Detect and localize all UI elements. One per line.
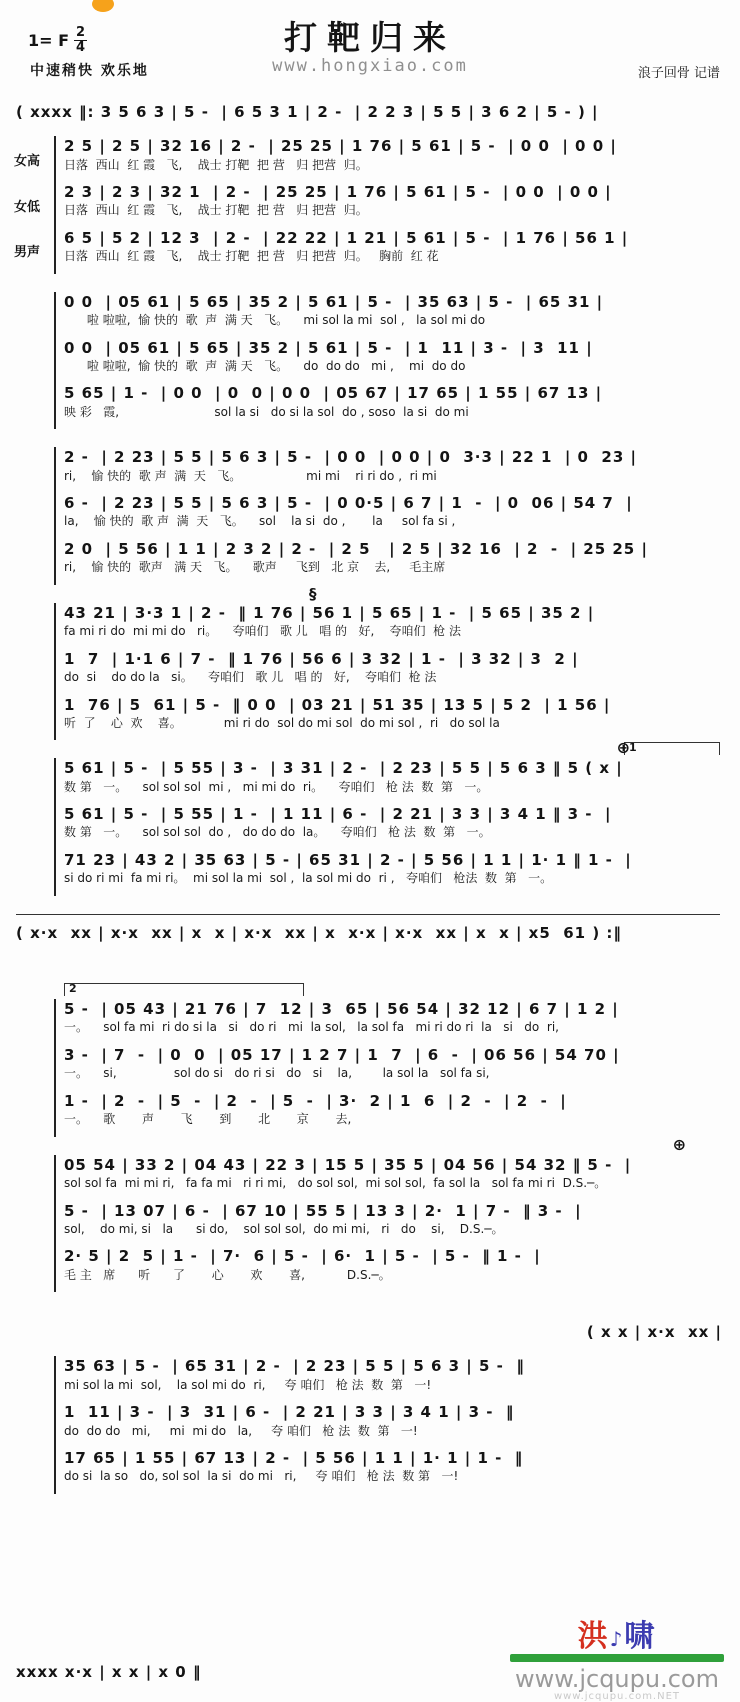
system-bracket xyxy=(54,447,56,585)
intro-notation-line: ( xxxx ‖: 3 5 6 3 | 5 - | 6 5 3 1 | 2 - | 2 2 3 | 5 5 | 3 6 2 | 5 - ) | xyxy=(16,103,599,121)
voice-line xyxy=(64,182,726,219)
voice-labels xyxy=(14,136,54,274)
notation-line: 3 - | 7 - | 0 0 | 05 17 | 1 2 7 | 1 7 | 6 - | 06 56 | 54 70 | xyxy=(64,1046,620,1064)
lyrics-line: 日落 西山 红 霞 飞, 战士 打靶 把 营 归 把营 归。 胸前 红 花 xyxy=(64,249,439,264)
voice-line xyxy=(64,1356,726,1393)
voice-line xyxy=(64,539,726,576)
system-1 xyxy=(14,136,726,274)
notation-line: 2 0 | 5 56 | 1 1 | 2 3 2 | 2 - | 2 5 | 2 5 | 32 16 | 2 - | 25 25 | xyxy=(64,540,648,558)
notation-line: 43 21 | 3·3 1 | 2 - ‖ 1 76 | 56 1 | 5 65 | 1 - | 5 65 | 35 2 | xyxy=(64,603,595,622)
site-watermark: www.hongxiao.com xyxy=(272,56,468,76)
voice-line xyxy=(64,338,726,375)
voice-line xyxy=(64,493,726,530)
ghost-watermark: www.jcqupu.com.NET xyxy=(553,1691,681,1702)
voice-line xyxy=(64,804,726,841)
system-bracket xyxy=(54,136,56,274)
lyrics-line: 映 彩 霞, sol la si do si la sol do , soso la si do mi xyxy=(64,404,469,419)
system-bracket xyxy=(54,1356,56,1494)
lyrics-line: si do ri mi fa mi ri。 mi sol la mi sol , la sol mi do ri , 夸咱们 枪法 数 第 一。 xyxy=(64,871,553,886)
notation-line: 5 61 | 5 - | 5 55 | 3 - | 3 31 | 2 - | 2 23 | 5 5 | 5 6 3 ‖ 5 ( x | xyxy=(64,759,623,778)
lyrics-line: 啦 啦啦, 愉 快的 歌 声 满 天 飞。 mi sol la mi sol , la sol mi do xyxy=(64,313,486,328)
voice-line xyxy=(64,1201,726,1238)
notation-line: 2 3 | 2 3 | 32 1 | 2 - | 25 25 | 1 76 | 5 61 | 5 - | 0 0 | 0 0 | xyxy=(64,183,612,202)
voice-line xyxy=(64,999,726,1036)
logo-char-blue: 啸 xyxy=(624,1619,657,1654)
music-note-icon: ♪ xyxy=(609,1627,625,1651)
lyrics-line: 毛 主 席 听 了 心 欢 喜, D.S.─。 xyxy=(64,1267,391,1282)
lyrics-line: 啦 啦啦, 愉 快的 歌 声 满 天 飞。 do do do mi , mi do do xyxy=(64,358,466,373)
lyrics-line: do si do do la si。 夸咱们 歌 儿 唱 的 好, 夸咱们 枪 法 xyxy=(64,669,437,684)
notation-line: 1 - | 2 - | 5 - | 2 - | 5 - | 3· 2 | 1 6 | 2 - | 2 - | xyxy=(64,1091,567,1110)
voice-line xyxy=(64,850,726,887)
voice-line xyxy=(64,1402,726,1439)
page-title: 打靶归来 xyxy=(284,18,456,57)
system-8 xyxy=(14,1356,726,1494)
notation-line: 2· 5 | 2 5 | 1 - | 7· 6 | 5 - | 6· 1 | 5 - | 5 - ‖ 1 - | xyxy=(64,1247,541,1266)
volta-1-number: 1 xyxy=(629,741,637,755)
system-2 xyxy=(14,292,726,430)
partial-logo-icon xyxy=(92,0,114,12)
voice-line xyxy=(64,1045,726,1082)
tempo-marking: 中速稍快 欢乐地 xyxy=(30,63,149,79)
jcqupu-url: www.jcqupu.com xyxy=(515,1665,719,1693)
notation-line: 5 - | 13 07 | 6 - | 67 10 | 55 5 | 13 3 | 2· 1 | 7 - ‖ 3 - | xyxy=(64,1201,582,1220)
percussion-pickup-line: ( x x | x·x xx | xyxy=(586,1323,722,1342)
notation-line: 05 54 | 33 2 | 04 43 | 22 3 | 15 5 | 35 5 | 04 56 | 54 32 ‖ 5 - | xyxy=(64,1155,632,1174)
lyrics-line: 日落 西山 红 霞 飞, 战士 打靶 把 营 归 把营 归。 xyxy=(64,203,368,218)
lyrics-line: fa mi ri do mi mi do ri。 夸咱们 歌 儿 唱 的 好, 夸咱们 枪 法 xyxy=(64,624,461,639)
key-label: 1= F xyxy=(28,30,70,50)
coda-icon: ⊕ xyxy=(672,1134,686,1154)
final-percussion-line: xxxx x·x | x x | x 0 ‖ xyxy=(16,1663,202,1681)
lyrics-line: ri, 愉 快的 歌 声 满 天 飞。 mi mi ri ri do , ri mi xyxy=(64,468,437,483)
notation-line: 5 - | 05 43 | 21 76 | 7 12 | 3 65 | 56 54 | 32 12 | 6 7 | 1 2 | xyxy=(64,1000,619,1019)
logo-green-banner xyxy=(510,1654,724,1662)
score-header xyxy=(14,4,726,100)
voice-line xyxy=(64,136,726,173)
system-4 xyxy=(14,584,726,741)
meter-denominator: 4 xyxy=(76,39,86,55)
lyrics-line: do do do mi, mi mi do la, 夸 咱们 枪 法 数 第 一! xyxy=(64,1423,418,1438)
segno-icon: § xyxy=(309,584,317,603)
volta-2-bracket xyxy=(64,983,304,996)
lyrics-line: 听 了 心 欢 喜。 mi ri do sol do mi sol do mi sol , ri do sol la xyxy=(64,715,500,730)
voice-line xyxy=(64,1246,726,1283)
notation-line: 35 63 | 5 - | 65 31 | 2 - | 2 23 | 5 5 | 5 6 3 | 5 - ‖ xyxy=(64,1357,525,1376)
lyrics-line: sol, do mi, si la si do, sol sol sol, do mi mi, ri do si, D.S.─。 xyxy=(64,1221,504,1236)
notation-line: 0 0 | 05 61 | 5 65 | 35 2 | 5 61 | 5 - | 1 11 | 3 - | 3 11 | xyxy=(64,338,593,357)
system-bracket xyxy=(54,758,56,896)
voice-label-alto: 女低 xyxy=(14,199,41,215)
voice-line xyxy=(64,1448,726,1485)
notation-line: 2 - | 2 23 | 5 5 | 5 6 3 | 5 - | 0 0 | 0 0 | 0 3·3 | 22 1 | 0 23 | xyxy=(64,448,637,467)
voice-label-soprano: 女高 xyxy=(14,153,41,169)
voice-line xyxy=(64,603,726,640)
voice-line xyxy=(64,292,726,329)
lyrics-line: do si la so do, sol sol la si do mi ri, 夸 咱们 枪 法 数 第 一! xyxy=(64,1469,459,1484)
transcriber-credit: 浪子回骨 记谱 xyxy=(637,66,720,81)
notation-line: 1 7 | 1·1 6 | 7 - ‖ 1 76 | 56 6 | 3 32 | 1 - | 3 32 | 3 2 | xyxy=(64,649,579,668)
voice-label-male: 男声 xyxy=(14,245,41,261)
lyrics-line: 一。 歌 声 飞 到 北 京 去, xyxy=(64,1112,352,1127)
notation-line: 71 23 | 43 2 | 35 63 | 5 - | 65 31 | 2 - | 5 56 | 1 1 | 1· 1 ‖ 1 - | xyxy=(64,851,632,870)
notation-line: 1 11 | 3 - | 3 31 | 6 - | 2 21 | 3 3 | 3 4 1 | 3 - ‖ xyxy=(64,1403,515,1422)
voice-line xyxy=(64,1155,726,1192)
notation-line: 6 - | 2 23 | 5 5 | 5 6 3 | 5 - | 0 0·5 | 6 7 | 1 - | 0 06 | 54 7 | xyxy=(64,494,633,513)
percussion-line: ( x·x xx | x·x xx | x x | x·x xx | x x·x | x·x xx | x x | x5 61 ) :‖ xyxy=(16,914,720,943)
lyrics-line: 一。 sol fa mi ri do si la si do ri mi la sol, la sol fa mi ri do ri la si do ri, xyxy=(64,1020,559,1035)
voice-line xyxy=(64,758,726,795)
lyrics-line: ri, 愉 快的 歌声 满 天 飞。 歌声 飞到 北 京 去, 毛主席 xyxy=(64,560,446,575)
hongxiao-logo xyxy=(502,1619,732,1654)
lyrics-line: 数 第 一。 sol sol sol mi , mi mi do ri。 夸咱们 枪 法 数 第 一。 xyxy=(64,779,489,794)
logo-char-red: 洪 xyxy=(577,1619,610,1654)
system-bracket xyxy=(54,292,56,430)
meter-numerator: 2 xyxy=(76,25,86,40)
notation-line: 1 76 | 5 61 | 5 - ‖ 0 0 | 03 21 | 51 35 | 13 5 | 5 2 | 1 56 | xyxy=(64,695,611,714)
lyrics-line: 一。 si, sol do si do ri si do si la, la sol la sol fa si, xyxy=(64,1066,490,1081)
lyrics-line: 日落 西山 红 霞 飞, 战士 打靶 把 营 归 把营 归。 xyxy=(64,157,368,172)
notation-line: 17 65 | 1 55 | 67 13 | 2 - | 5 56 | 1 1 | 1· 1 | 1 - ‖ xyxy=(64,1449,524,1468)
voice-line xyxy=(64,695,726,732)
lyrics-line: 数 第 一。 sol sol sol do , do do do la。 夸咱们 枪 法 数 第 一。 xyxy=(64,825,491,840)
lyrics-line: sol sol fa mi mi ri, fa fa mi ri ri mi, do sol sol, mi sol sol, fa sol la sol fa mi ri D.S.─。 xyxy=(64,1175,607,1190)
notation-line: 2 5 | 2 5 | 32 16 | 2 - | 25 25 | 1 76 | 5 61 | 5 - | 0 0 | 0 0 | xyxy=(64,137,617,156)
system-3 xyxy=(14,447,726,585)
system-bracket xyxy=(54,1155,56,1293)
system-5 xyxy=(14,738,726,896)
notation-line: 0 0 | 05 61 | 5 65 | 35 2 | 5 61 | 5 - | 35 63 | 5 - | 65 31 | xyxy=(64,292,604,311)
voice-line xyxy=(64,383,726,420)
coda-icon: ⊕ xyxy=(616,738,630,758)
system-7 xyxy=(14,1134,726,1293)
voice-line xyxy=(64,228,726,265)
notation-line: 6 5 | 5 2 | 12 3 | 2 - | 22 22 | 1 21 | 5 61 | 5 - | 1 76 | 56 1 | xyxy=(64,228,629,247)
system-6 xyxy=(14,982,726,1137)
notation-line: 5 61 | 5 - | 5 55 | 1 - | 1 11 | 6 - | 2 21 | 3 3 | 3 4 1 ‖ 3 - | xyxy=(64,805,612,824)
publisher-footer xyxy=(502,1619,732,1702)
voice-line xyxy=(64,1091,726,1128)
voice-line xyxy=(64,649,726,686)
notation-line: 5 65 | 1 - | 0 0 | 0 0 | 0 0 | 05 67 | 17 65 | 1 55 | 67 13 | xyxy=(64,384,603,403)
lyrics-line: la, 愉 快的 歌 声 满 天 飞。 sol la si do , la sol fa si , xyxy=(64,514,456,529)
lyrics-line: mi sol la mi sol, la sol mi do ri, 夸 咱们 枪 法 数 第 一! xyxy=(64,1377,432,1392)
volta-2-number: 2 xyxy=(69,982,77,996)
volta-1-bracket xyxy=(624,742,720,755)
system-bracket xyxy=(54,603,56,741)
system-bracket xyxy=(54,999,56,1137)
voice-line xyxy=(64,447,726,484)
